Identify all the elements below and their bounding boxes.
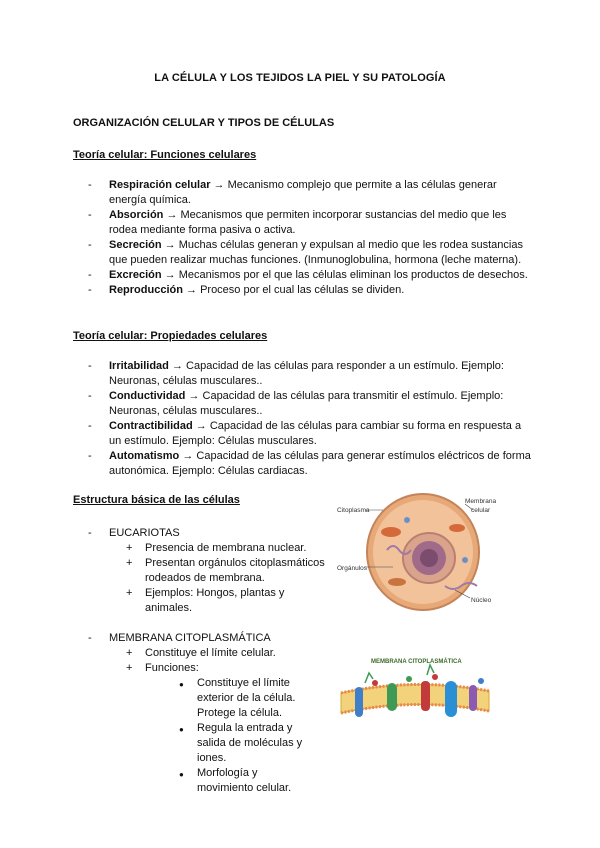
label-celular: celular <box>471 507 491 514</box>
list-item: + Ejemplos: Hongos, plantas y animales. <box>126 586 333 616</box>
section-heading-organizacion: ORGANIZACIÓN CELULAR Y TIPOS DE CÉLULAS <box>73 117 335 129</box>
list-item: + Presencia de membrana nuclear. <box>126 541 333 556</box>
list-item: ● Morfología y movimiento celular. <box>179 766 315 796</box>
membrane-figure-title: MEMBRANA CITOPLASMÁTICA <box>371 659 462 665</box>
list-item: - Reproducción → Proceso por el cual las células se dividen. <box>88 283 533 298</box>
list-item: - Conductividad → Capacidad de las células para transmitir el estímulo. Ejemplo: Neuronas, células musculares.. <box>88 389 533 419</box>
list-item: - Respiración celular → Mecanismo complejo que permite a las células generar energía química. <box>88 178 533 208</box>
eucariotas-list <box>88 526 333 616</box>
label-citoplasma: Citoplasma <box>337 507 370 514</box>
list-item: + Constituye el límite celular. <box>126 646 358 661</box>
membrana-sublist <box>109 646 358 796</box>
list-item: + Funciones: ● Constituye el límite exterior de la célula. Protege la célula. ● Regula la entrada y salida de moléculas y iones. ● Morfología y movimiento celular. <box>126 661 358 796</box>
cell-diagram-image <box>325 490 525 620</box>
funciones-membrana-list <box>145 676 315 796</box>
list-item: - Secreción → Muchas células generan y expulsan al medio que les rodea sustancias que pueden realizar muchas funciones. (Inmunoglobulina, hormona (leche materna). <box>88 238 533 268</box>
list-item: - Excreción → Mecanismos por el que las células eliminan los productos de desechos. <box>88 268 533 283</box>
eucariotas-sublist <box>109 541 333 616</box>
list-item: + Presentan orgánulos citoplasmáticos rodeados de membrana. <box>126 556 333 586</box>
membrane-diagram-image <box>335 653 495 738</box>
list-item: - Contractibilidad → Capacidad de las células para cambiar su forma en respuesta a un estímulo. Ejemplo: Células musculares. <box>88 419 533 449</box>
heading-propiedades: Teoría celular: Propiedades celulares <box>73 330 268 342</box>
list-item: - Automatismo → Capacidad de las células para generar estímulos eléctricos de forma autonómica. Ejemplo: Células cardiacas. <box>88 449 533 479</box>
propiedades-list <box>88 359 533 479</box>
list-item-eucariotas: - EUCARIOTAS + Presencia de membrana nuclear. + Presentan orgánulos citoplasmáticos rodeados de membrana. + Ejemplos: Hongos, plantas y animales. <box>88 526 333 616</box>
membrana-list <box>88 631 358 796</box>
label-organulos: Orgánulos <box>337 565 367 572</box>
heading-funciones: Teoría celular: Funciones celulares <box>73 149 257 161</box>
document-title: LA CÉLULA Y LOS TEJIDOS LA PIEL Y SU PATOLOGÍA <box>154 72 446 84</box>
list-item: - Absorción → Mecanismos que permiten incorporar sustancias del medio que les rodea mediante forma pasiva o activa. <box>88 208 533 238</box>
label-membrana: Membrana <box>465 498 497 505</box>
funciones-list <box>88 178 533 298</box>
list-item: ● Regula la entrada y salida de moléculas y iones. <box>179 721 315 766</box>
list-item-membrana: - MEMBRANA CITOPLASMÁTICA + Constituye el límite celular. + Funciones: ● Constituye el límite exterior de la célula. Protege la célula. ● Regula la entrada y salida de moléculas y iones. ● Morfología y movimiento celular. <box>88 631 358 796</box>
heading-estructura: Estructura básica de las células <box>73 494 240 506</box>
label-nucleo: Núcleo <box>471 597 492 604</box>
list-item: - Irritabilidad → Capacidad de las células para responder a un estímulo. Ejemplo: Neuronas, células musculares.. <box>88 359 533 389</box>
list-item: ● Constituye el límite exterior de la célula. Protege la célula. <box>179 676 315 721</box>
